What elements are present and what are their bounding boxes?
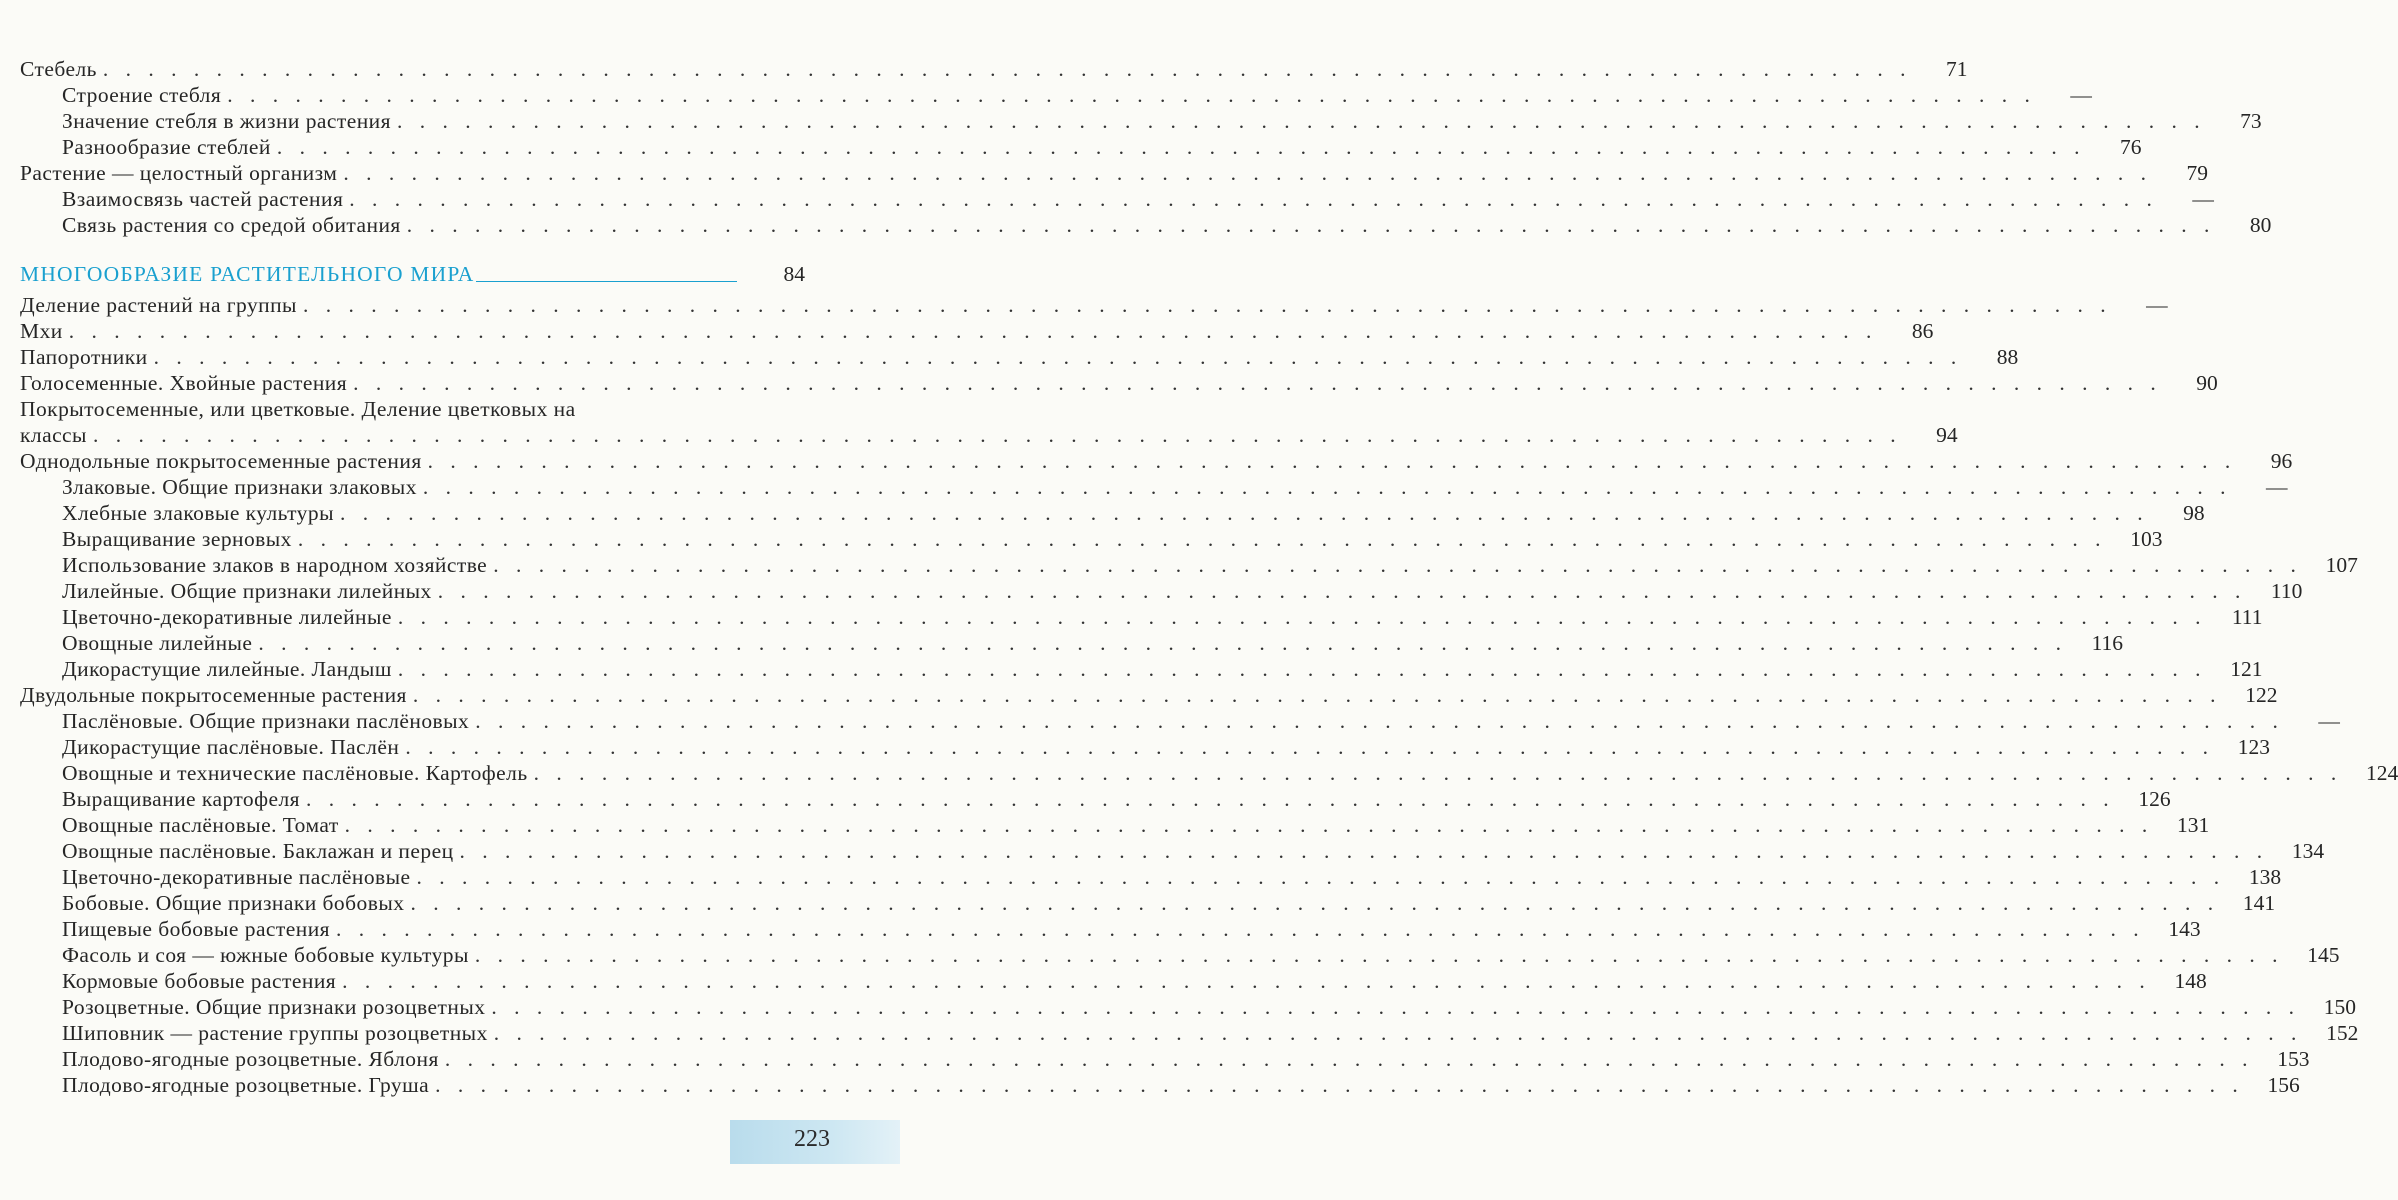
toc-entry-page: — bbox=[2266, 475, 2288, 499]
dot-leader: . . . . . . . . . . . . . . . . . . . . . . . . . . . . . . . . . . . . . . . . . . . . . . . . . . . . . . . . . . . . . . . . . . . . . . . . . . . . . . . . bbox=[343, 161, 2152, 185]
toc-entry[interactable] bbox=[20, 864, 2282, 890]
toc-entry-title: Овощные паслёновые. Баклажан и перец bbox=[62, 839, 454, 863]
dot-leader: . . . . . . . . . . . . . . . . . . . . . . . . . . . . . . . . . . . . . . . . . . . . . . . . . . . . . . . . . . . . . . . . . . . . . . . . . . . . . . . . bbox=[406, 213, 2216, 237]
dot-leader: . . . . . . . . . . . . . . . . . . . . . . . . . . . . . . . . . . . . . . . . . . . . . . . . . . . . . . . . . . . . . . . . . . . . . . . . . . . . . . . . bbox=[302, 293, 2112, 317]
toc-entry[interactable] bbox=[20, 786, 2171, 812]
dot-leader: . . . . . . . . . . . . . . . . . . . . . . . . . . . . . . . . . . . . . . . . . . . . . . . . . . . . . . . . . . . . . . . . . . . . . . . . . . . . . . . . bbox=[493, 553, 2302, 577]
toc-entry-page: 123 bbox=[2237, 735, 2270, 759]
toc-entry-page: 148 bbox=[2174, 969, 2207, 993]
toc-entry-page: 79 bbox=[2186, 161, 2208, 185]
toc-entry-title: Деление растений на группы bbox=[20, 293, 297, 317]
dot-leader: . . . . . . . . . . . . . . . . . . . . . . . . . . . . . . . . . . . . . . . . . . . . . . . . . . . . . . . . . . . . . . . . . . . . . . . . . . . . . . . . bbox=[258, 631, 2068, 655]
toc-entry-page: 94 bbox=[1936, 423, 1958, 447]
dot-leader: . . . . . . . . . . . . . . . . . . . . . . . . . . . . . . . . . . . . . . . . . . . . . . . . . . . . . . . . . . . . . . . . . . . . . . . . . . . . . . . . bbox=[342, 969, 2151, 993]
toc-entry-title: Взаимосвязь частей растения bbox=[62, 187, 344, 211]
toc-entry-title: Мхи bbox=[20, 319, 63, 343]
toc-entry-title: Овощные паслёновые. Томат bbox=[62, 813, 339, 837]
toc-entry[interactable] bbox=[20, 968, 2207, 994]
dot-leader: . . . . . . . . . . . . . . . . . . . . . . . . . . . . . . . . . . . . . . . . . . . . . . . . . . . . . . . . . . . . . . . . . . . . . . . . . . . . . . . . bbox=[397, 657, 2207, 681]
toc-entry-page: 80 bbox=[2249, 213, 2272, 237]
dot-leader: . . . . . . . . . . . . . . . . . . . . . . . . . . . . . . . . . . . . . . . . . . . . . . . . . . . . . . . . . . . . . . . . . . . . . . . . . . . . . . . . bbox=[306, 787, 2115, 811]
toc-entry[interactable] bbox=[20, 474, 2288, 500]
toc-entry[interactable] bbox=[20, 500, 2205, 526]
toc-entry-page: 111 bbox=[2231, 605, 2263, 629]
toc-entry[interactable] bbox=[20, 292, 2168, 318]
toc-entry-title: Лилейные. Общие признаки лилейных bbox=[62, 579, 432, 603]
toc-entry-title: Овощные лилейные bbox=[62, 631, 253, 655]
dot-leader: . . . . . . . . . . . . . . . . . . . . . . . . . . . . . . . . . . . . . . . . . . . . . . . . . . . . . . . . . . . . . . . . . . . . . . . . . . . . . . . . bbox=[416, 865, 2226, 889]
toc-entry-page: — bbox=[2192, 187, 2214, 211]
toc-entry[interactable] bbox=[20, 108, 2262, 134]
toc-entry[interactable] bbox=[20, 396, 1958, 448]
toc-entry[interactable] bbox=[20, 344, 2019, 370]
dot-leader: . . . . . . . . . . . . . . . . . . . . . . . . . . . . . . . . . . . . . . . . . . . . . . . . . . . . . . . . . . . . . . . . . . . . . . . . . . . . . . . . bbox=[405, 735, 2214, 759]
toc-entry-title: Значение стебля в жизни растения bbox=[62, 109, 391, 133]
toc-entry-page: 153 bbox=[2277, 1047, 2310, 1071]
toc-entry-page: 143 bbox=[2168, 917, 2201, 941]
toc-entry[interactable] bbox=[20, 734, 2270, 760]
dot-leader: . . . . . . . . . . . . . . . . . . . . . . . . . . . . . . . . . . . . . . . . . . . . . . . . . . . . . . . . . . . . . . . . . . . . . . . . . . . . . . . . bbox=[344, 813, 2154, 837]
dot-leader: . . . . . . . . . . . . . . . . . . . . . . . . . . . . . . . . . . . . . . . . . . . . . . . . . . . . . . . . . . . . . . . . . . . . . . . . . . . . . . . . bbox=[297, 527, 2107, 551]
toc-group-plant-diversity bbox=[20, 292, 2398, 1098]
section-title: МНОГООБРАЗИЕ РАСТИТЕЛЬНОГО МИРА bbox=[20, 262, 475, 286]
toc-entry-title: Папоротники bbox=[20, 345, 148, 369]
dot-leader: . . . . . . . . . . . . . . . . . . . . . . . . . . . . . . . . . . . . . . . . . . . . . . . . . . . . . . . . . . . . . . . . . . . . . . . . . . . . . . . . bbox=[102, 57, 1912, 81]
toc-entry[interactable] bbox=[20, 1020, 2359, 1046]
toc-entry-page: 124 bbox=[2365, 761, 2398, 785]
toc-entry-page: 98 bbox=[2183, 501, 2205, 525]
toc-entry-title: Плодово-ягодные розоцветные. Яблоня bbox=[62, 1047, 439, 1071]
toc-entry-page: 131 bbox=[2177, 813, 2210, 837]
toc-entry[interactable] bbox=[20, 656, 2263, 682]
toc-entry-page: — bbox=[2318, 709, 2340, 733]
toc-entry[interactable] bbox=[20, 552, 2358, 578]
dot-leader: . . . . . . . . . . . . . . . . . . . . . . . . . . . . . . . . . . . . . . . . . . . . . . . . . . . . . . . . . . . . . . . . . . . . . . . . . . . . . . . . bbox=[422, 475, 2232, 499]
toc-entry-title: Выращивание картофеля bbox=[62, 787, 301, 811]
toc-entry-title: Покрытосеменные, или цветковые. Деление цветковых на bbox=[20, 397, 576, 421]
toc-entry-title: Цветочно-декоративные паслёновые bbox=[62, 865, 411, 889]
dot-leader: . . . . . . . . . . . . . . . . . . . . . . . . . . . . . . . . . . . . . . . . . . . . . . . . . . . . . . . . . . . . . . . . . . . . . . . . . . . . . . . . bbox=[491, 995, 2301, 1019]
dot-leader: . . . . . . . . . . . . . . . . . . . . . . . . . . . . . . . . . . . . . . . . . . . . . . . . . . . . . . . . . . . . . . . . . . . . . . . . . . . . . . . . bbox=[153, 345, 1963, 369]
toc-entry[interactable] bbox=[20, 604, 2263, 630]
dot-leader: . . . . . . . . . . . . . . . . . . . . . . . . . . . . . . . . . . . . . . . . . . . . . . . . . . . . . . . . . . . . . . . . . . . . . . . . . . . . . . . . bbox=[339, 501, 2149, 525]
toc-entry[interactable] bbox=[20, 186, 2214, 212]
toc-entry-page: 121 bbox=[2230, 657, 2263, 681]
toc-entry[interactable] bbox=[20, 760, 2398, 786]
toc-entry-title: Разнообразие стеблей bbox=[62, 135, 271, 159]
toc-entry[interactable] bbox=[20, 578, 2303, 604]
toc-entry[interactable] bbox=[20, 82, 2092, 108]
toc-group-plant-organs bbox=[20, 56, 2272, 238]
toc-entry[interactable] bbox=[20, 890, 2276, 916]
toc-entry[interactable] bbox=[20, 134, 2142, 160]
toc-entry[interactable] bbox=[20, 942, 2340, 968]
toc-entry[interactable] bbox=[20, 526, 2163, 552]
toc-entry-title: Двудольные покрытосеменные растения bbox=[20, 683, 407, 707]
toc-entry-title: Плодово-ягодные розоцветные. Груша bbox=[62, 1073, 430, 1097]
toc-entry[interactable] bbox=[20, 812, 2210, 838]
toc-entry-page: — bbox=[2070, 83, 2092, 107]
toc-entry-title: Использование злаков в народном хозяйстве bbox=[62, 553, 488, 577]
toc-entry-title: Голосеменные. Хвойные растения bbox=[20, 371, 348, 395]
toc-entry[interactable] bbox=[20, 708, 2340, 734]
dot-leader: . . . . . . . . . . . . . . . . . . . . . . . . . . . . . . . . . . . . . . . . . . . . . . . . . . . . . . . . . . . . . . . . . . . . . . . . . . . . . . . . bbox=[437, 579, 2247, 603]
toc-entry-title: Шиповник — растение группы розоцветных bbox=[62, 1021, 488, 1045]
dot-leader: . . . . . . . . . . . . . . . . . . . . . . . . . . . . . . . . . . . . . . . . . . . . . . . . . . . . . . . . . . . . . . . . . . . . . . . . . . . . . . . . bbox=[493, 1021, 2303, 1045]
toc-entry-page: 76 bbox=[2119, 135, 2142, 159]
toc-entry-page: 138 bbox=[2248, 865, 2282, 889]
toc-entry[interactable] bbox=[20, 370, 2218, 396]
table-of-contents bbox=[20, 56, 2398, 1098]
dot-leader: . . . . . . . . . . . . . . . . . . . . . . . . . . . . . . . . . . . . . . . . . . . . . . . . . . . . . . . . . . . . . . . . . . . . . . . . . . . . . . . . bbox=[276, 135, 2086, 159]
toc-entry-title: Овощные и технические паслёновые. Картофель bbox=[62, 761, 528, 785]
toc-entry[interactable] bbox=[20, 56, 1968, 82]
toc-entry-title: Бобовые. Общие признаки бобовых bbox=[62, 891, 405, 915]
toc-entry-title: Цветочно-декоративные лилейные bbox=[62, 605, 392, 629]
toc-section-heading[interactable] bbox=[20, 260, 805, 288]
dot-leader: . . . . . . . . . . . . . . . . . . . . . . . . . . . . . . . . . . . . . . . . . . . . . . . . . . . . . . . . . . . . . . . . . . . . . . . . . . . . . . . . bbox=[412, 683, 2222, 707]
section-rule bbox=[476, 281, 737, 282]
toc-entry-page: 73 bbox=[2240, 109, 2262, 133]
dot-leader: . . . . . . . . . . . . . . . . . . . . . . . . . . . . . . . . . . . . . . . . . . . . . . . . . . . . . . . . . . . . . . . . . . . . . . . . . . . . . . . . bbox=[427, 449, 2237, 473]
dot-leader: . . . . . . . . . . . . . . . . . . . . . . . . . . . . . . . . . . . . . . . . . . . . . . . . . . . . . . . . . . . . . . . . . . . . . . . . . . . . . . . . bbox=[459, 839, 2269, 863]
toc-entry-page: 107 bbox=[2325, 553, 2358, 577]
toc-entry-title: Хлебные злаковые культуры bbox=[62, 501, 334, 525]
dot-leader: . . . . . . . . . . . . . . . . . . . . . . . . . . . . . . . . . . . . . . . . . . . . . . . . . . . . . . . . . . . . . . . . . . . . . . . . . . . . . . . . bbox=[444, 1047, 2254, 1071]
toc-entry[interactable] bbox=[20, 1046, 2310, 1072]
toc-entry-page: 134 bbox=[2291, 839, 2325, 863]
dot-leader: . . . . . . . . . . . . . . . . . . . . . . . . . . . . . . . . . . . . . . . . . . . . . . . . . . . . . . . . . . . . . . . . . . . . . . . . . . . . . . . . bbox=[410, 891, 2220, 915]
dot-leader: . . . . . . . . . . . . . . . . . . . . . . . . . . . . . . . . . . . . . . . . . . . . . . . . . . . . . . . . . . . . . . . . . . . . . . . . . . . . . . . . bbox=[474, 943, 2284, 967]
page-number: 223 bbox=[794, 1126, 830, 1152]
toc-entry-page: 71 bbox=[1946, 57, 1968, 81]
dot-leader: . . . . . . . . . . . . . . . . . . . . . . . . . . . . . . . . . . . . . . . . . . . . . . . . . . . . . . . . . . . . . . . . . . . . . . . . . . . . . . . . bbox=[227, 83, 2036, 107]
toc-entry-title: Паслёновые. Общие признаки паслёновых bbox=[62, 709, 470, 733]
toc-entry-title: Строение стебля bbox=[62, 83, 222, 107]
toc-entry-page: 145 bbox=[2307, 943, 2340, 967]
toc-entry[interactable] bbox=[20, 682, 2278, 708]
dot-leader: . . . . . . . . . . . . . . . . . . . . . . . . . . . . . . . . . . . . . . . . . . . . . . . . . . . . . . . . . . . . . . . . . . . . . . . . . . . . . . . . bbox=[349, 187, 2158, 211]
toc-entry-title: Выращивание зерновых bbox=[62, 527, 292, 551]
toc-entry[interactable] bbox=[20, 160, 2208, 186]
dot-leader: . . . . . . . . . . . . . . . . . . . . . . . . . . . . . . . . . . . . . . . . . . . . . . . . . . . . . . . . . . . . . . . . . . . . . . . . . . . . . . . . bbox=[92, 423, 1902, 447]
toc-entry-title: Связь растения со средой обитания bbox=[62, 213, 401, 237]
toc-entry-title: Однодольные покрытосеменные растения bbox=[20, 449, 422, 473]
toc-entry-title: Дикорастущие лилейные. Ландыш bbox=[62, 657, 392, 681]
toc-entry-title: Пищевые бобовые растения bbox=[62, 917, 331, 941]
section-page-number: 84 bbox=[783, 262, 805, 286]
toc-entry-title: Кормовые бобовые растения bbox=[62, 969, 337, 993]
toc-entry-page: 116 bbox=[2091, 631, 2124, 655]
toc-entry[interactable] bbox=[20, 1072, 2300, 1098]
toc-entry-page: 90 bbox=[2196, 371, 2218, 395]
toc-entry-title: Фасоль и соя — южные бобовые культуры bbox=[62, 943, 469, 967]
toc-entry[interactable] bbox=[20, 994, 2357, 1020]
dot-leader: . . . . . . . . . . . . . . . . . . . . . . . . . . . . . . . . . . . . . . . . . . . . . . . . . . . . . . . . . . . . . . . . . . . . . . . . . . . . . . . . bbox=[435, 1073, 2244, 1097]
toc-entry-title: Растение — целостный организм bbox=[20, 161, 338, 185]
toc-entry[interactable] bbox=[20, 448, 2293, 474]
toc-entry-title: Стебель bbox=[20, 57, 97, 81]
toc-entry-page: 122 bbox=[2245, 683, 2278, 707]
toc-entry[interactable] bbox=[20, 916, 2201, 942]
toc-entry[interactable] bbox=[20, 630, 2124, 656]
toc-entry-page: 86 bbox=[1911, 319, 1934, 343]
toc-entry[interactable] bbox=[20, 318, 1934, 344]
toc-entry-page: 110 bbox=[2270, 579, 2303, 603]
toc-entry-page: — bbox=[2146, 293, 2168, 317]
toc-entry-page: 126 bbox=[2138, 787, 2171, 811]
toc-entry-title: Розоцветные. Общие признаки розоцветных bbox=[62, 995, 486, 1019]
dot-leader: . . . . . . . . . . . . . . . . . . . . . . . . . . . . . . . . . . . . . . . . . . . . . . . . . . . . . . . . . . . . . . . . . . . . . . . . . . . . . . . . bbox=[353, 371, 2162, 395]
toc-entry-page: 150 bbox=[2323, 995, 2357, 1019]
toc-entry-page: 152 bbox=[2326, 1021, 2359, 1045]
toc-entry-page: 141 bbox=[2242, 891, 2276, 915]
dot-leader: . . . . . . . . . . . . . . . . . . . . . . . . . . . . . . . . . . . . . . . . . . . . . . . . . . . . . . . . . . . . . . . . . . . . . . . . . . . . . . . . bbox=[68, 319, 1878, 343]
dot-leader: . . . . . . . . . . . . . . . . . . . . . . . . . . . . . . . . . . . . . . . . . . . . . . . . . . . . . . . . . . . . . . . . . . . . . . . . . . . . . . . . bbox=[396, 109, 2206, 133]
dot-leader: . . . . . . . . . . . . . . . . . . . . . . . . . . . . . . . . . . . . . . . . . . . . . . . . . . . . . . . . . . . . . . . . . . . . . . . . . . . . . . . . bbox=[336, 917, 2145, 941]
dot-leader: . . . . . . . . . . . . . . . . . . . . . . . . . . . . . . . . . . . . . . . . . . . . . . . . . . . . . . . . . . . . . . . . . . . . . . . . . . . . . . . . bbox=[397, 605, 2207, 629]
toc-entry-title-continued: классы bbox=[20, 423, 87, 447]
toc-entry[interactable] bbox=[20, 838, 2325, 864]
page-number-badge bbox=[730, 1120, 900, 1164]
toc-entry-title: Дикорастущие паслёновые. Паслён bbox=[62, 735, 400, 759]
toc-entry-page: 156 bbox=[2267, 1073, 2300, 1097]
dot-leader: . . . . . . . . . . . . . . . . . . . . . . . . . . . . . . . . . . . . . . . . . . . . . . . . . . . . . . . . . . . . . . . . . . . . . . . . . . . . . . . . bbox=[475, 709, 2284, 733]
toc-entry[interactable] bbox=[20, 212, 2272, 238]
toc-entry-page: 88 bbox=[1996, 345, 2019, 369]
toc-entry-title: Злаковые. Общие признаки злаковых bbox=[62, 475, 417, 499]
toc-entry-page: 96 bbox=[2270, 449, 2293, 473]
toc-entry-page: 103 bbox=[2130, 527, 2163, 551]
dot-leader: . . . . . . . . . . . . . . . . . . . . . . . . . . . . . . . . . . . . . . . . . . . . . . . . . . . . . . . . . . . . . . . . . . . . . . . . . . . . . . . . bbox=[533, 761, 2343, 785]
